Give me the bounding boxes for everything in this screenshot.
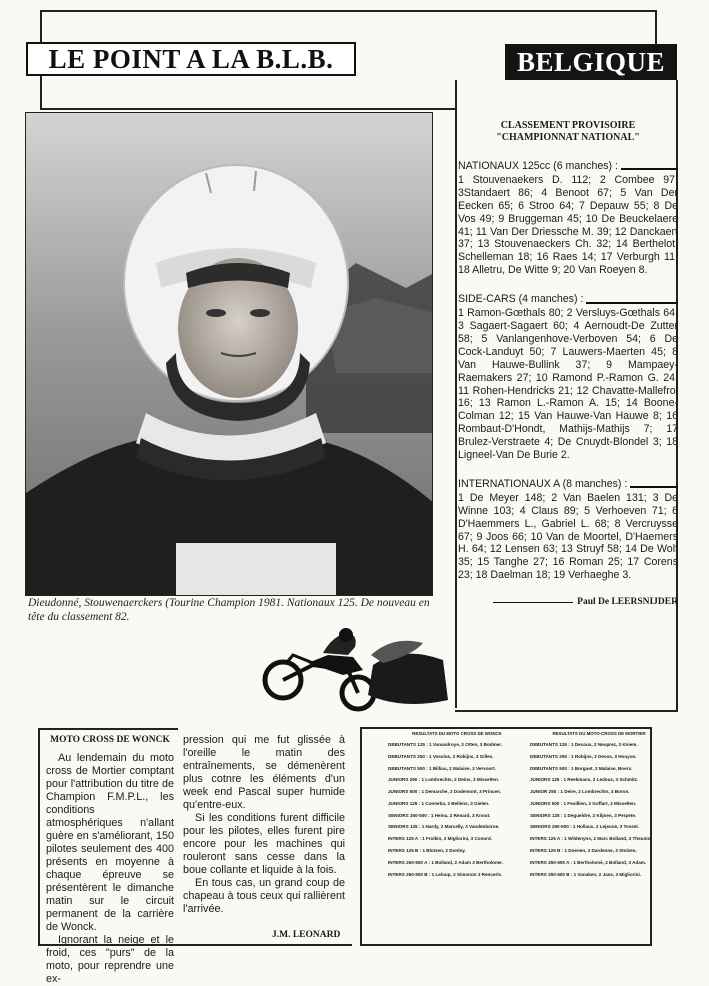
heading-rule <box>630 480 678 488</box>
country-banner: BELGIQUE <box>505 44 677 80</box>
section-body: 1 Ramon-Gœthals 80; 2 Versluys-Gœthals 64; 3 Sagaert-Sagaert 60; 4 Aernoudt-De Zutter 58; 5 Vanlangenhove-Verboven 54; 6 De Cock-Landuyt 50; 7 Lauwers-Maerten 45; 8 Van Hauwe-Bullink 37; 9 Mampaey-Raemakers 27; 10 Ramond P.-Ramon G. 24; 11 Rohen-Hendricks 21; 12 Chavatte-Mallefroi 16; 13 Ramon L.-Ramon A. 15; 14 Boone-Colman 12; 15 Van Hauwe-Van Hauwe 8; 16 Rombaut-D'Hondt, Mathijs-Mathijs 7; 17 Brulez-Verstraete 4; De Cnuydt-Blondel 3; 18 Ligneel-Van De Burie 2. <box>458 307 678 462</box>
standings-title <box>458 120 678 144</box>
section-heading-row <box>458 160 678 173</box>
section-body: 1 De Meyer 148; 2 Van Baelen 131; 3 De Winne 103; 4 Claus 89; 5 Verhoeven 71; 6 D'Haemmers L., Gabriel L. 68; 8 Vercruysse 67; 9 Joos 66; 10 Van de Moortel, D'Haemers H. 64; 12 Lensen 63; 13 Struyf 58; 14 De Wolf 35; 15 Tanghe 27; 16 Roman 25; 17 Corens 23; 18 Daelman 18; 19 Verhaeghe 3. <box>458 491 678 582</box>
bottom-right-rule <box>455 710 678 712</box>
article-signature: J.M. LEONARD <box>272 930 341 940</box>
results-item: DEBUTANTS 125 : 1 Vanandroye, 2 Otten, 3 Bodmer. <box>388 742 503 747</box>
rider-portrait-illustration <box>26 113 433 596</box>
right-border-top <box>655 10 657 44</box>
results-item: JUNIORS 250 : 1 Lombrechts, 2 Deins, 3 Misselten. <box>388 777 500 783</box>
standings-title-line2: "CHAMPIONNAT NATIONAL" <box>496 132 640 143</box>
results-item: JUNIORS 125 : 1 Connetia, 2 Bellens, 3 Gielen. <box>388 800 490 806</box>
article-paragraph: En tous cas, un grand coup de chapeau à tous ceux qui rallièrent l'arrivée. <box>183 877 345 915</box>
results-item: INTERS 250-500 A : 1 Bertholomé, 2 Bolland, 3 Adam. <box>530 859 647 865</box>
results-item: DEBUTANTS 250 : 1 Vosslus, 2 Robijns, 3 Gilles. <box>388 753 494 759</box>
results-item: SENIORS 250-500 : 1 Heina, 2 Renard, 3 Knout. <box>388 812 491 818</box>
results-item: DEBUTANTS 500 : 1 Borguet, 2 Malaise, Boers. <box>530 765 633 771</box>
results-item: DEBUTANTS 500 : 1 Billiau, 2 Malaise, 3 Vervoort. <box>388 765 496 771</box>
results-item: DEBUTANTS 250 : 1 Robijns, 2 Devos, 3 Houyon. <box>530 753 637 759</box>
results-item: SENIORS 125 : 1 Hardy, 2 Marcelly, 3 Vandenborne. <box>388 824 500 830</box>
section-heading: NATIONAUX 125cc (6 manches) : <box>458 160 618 172</box>
results-box <box>360 727 652 946</box>
results-item: INTERS 125 B : 1 Blotzen, 2 Donloy. <box>388 848 466 854</box>
results-item: INTERS 125 A : 1 Frolkin, 2 Migliorini, 3 Conord. <box>388 836 493 842</box>
results-item: SENIORS 125 : 1 Degueldre, 2 Klijnen, 3 Perpete. <box>530 812 637 818</box>
results-item: JUNIOR 250 : 1 Deire, 2 Lombrechts, 3 Boron. <box>530 789 630 795</box>
section-heading-row <box>458 293 678 306</box>
results-column-wonck <box>388 729 526 883</box>
author-line <box>458 596 678 609</box>
article-heading: MOTO CROSS DE WONCK <box>50 735 170 745</box>
section-heading: INTERNATIONAUX A (8 manches) : <box>458 477 628 490</box>
article-paragraph: Ignorant la neige et le froid, ces "purs" de la moto, pour reprendre une ex- <box>46 934 174 985</box>
heading-rule <box>621 162 678 170</box>
article-column-1 <box>46 752 174 985</box>
motocross-illustration <box>253 625 448 715</box>
results-column-mortier <box>530 729 668 883</box>
standings-section <box>458 478 678 582</box>
results-heading: RESULTATS DU MOTO-CROSS DE MORTIER <box>552 731 646 736</box>
results-item: JUNIORS 125 : 1 Reekmans, 2 Ledoux, 3 Schmitz. <box>530 777 639 783</box>
article-left-border <box>38 728 40 946</box>
section-heading-row <box>458 478 678 491</box>
standings-title-line1: CLASSEMENT PROVISOIRE <box>500 120 636 131</box>
standings-section <box>458 160 678 277</box>
page-headline: LE POINT A LA B.L.B. <box>26 42 356 76</box>
results-item: DEBUTANTS 125 : 1 Decoux, 2 Neuprez, 3 Kniem. <box>530 742 638 747</box>
photo-top-rule <box>40 108 455 110</box>
article-paragraph: Au lendemain du moto cross de Mortier comptant pour l'attribution du titre de Champion F.M.P.L., les conditions atmosphériques n'allant guère en s'améliorant, 150 pilotes seulement des 400 présents en moyenne à chaque épreuve se présentèrent le dimanche matin sur le circuit permanent de la carrière de Wonck. <box>46 752 174 933</box>
section-heading: SIDE-CARS (4 manches) : <box>458 293 584 306</box>
results-item: SENIORS 250-500 : 1 Hollaux, 2 Lejeune, 3 Tossel. <box>530 824 639 830</box>
article-paragraph: Si les conditions furent difficile pour les pilotes, elles furent pire encore pour les machines qui rouleront sans cesse dans la boue collante et liquide à la fois. <box>183 812 345 876</box>
author-name: Paul De LEERSNIJDER <box>577 597 678 608</box>
top-border <box>40 10 657 12</box>
article-top-border <box>38 728 178 730</box>
photo-caption: Dieudonné, Stouwenaerckers (Tourine Champion 1981. Nationaux 125. De nouveau en tête du classement 82. <box>28 597 430 623</box>
section-body: 1 Stouvenaekers D. 112; 2 Combee 97; 3Standaert 86; 4 Benoot 67; 5 Van Der Eecken 65; 6 Stroo 64; 7 Depauw 55; 8 De Vos 49; 9 Bruggeman 45; 10 De Beuckelaere 41; 11 Van Der Driessche M. 39; 12 Danckaert 37; 13 Stouvenaeckers Ch. 32; 14 Berthelot, Schelleman 18; 16 Raes 14; 17 Verburgh 11; 18 Alletru, De Witte 9; 20 Van Roeyen 8. <box>458 173 678 277</box>
results-item: INTERS 250-500 B : 1 Leloup, 2 Simonon 3 Rencerls. <box>388 871 503 877</box>
results-heading: RESULTATS DU MOTO CROSS DE WONCK <box>412 731 502 736</box>
rider-photo <box>25 112 433 596</box>
results-item: JUNIORS 500 : 1 Feuillien, 2 Goffart, 3 Misselten. <box>530 800 637 806</box>
motorcycle-rider-icon <box>253 625 448 715</box>
standings-column <box>458 108 678 609</box>
results-item: INTERS 125 B : 1 Doenen, 2 Dardenne, 3 Stolzen. <box>530 848 637 854</box>
results-item: INTERS 250-500 A : 1 Bolland, 2 Adam 3 Bertholome. <box>388 859 503 865</box>
standings-section <box>458 293 678 462</box>
results-item: INTERS 125 A : 1 Wildenyns, 2 Marc Bolland, 3 Theunis. <box>530 836 652 842</box>
author-rule <box>493 602 573 603</box>
column-divider <box>455 80 457 708</box>
results-item: INTERS 250-500 B : 1 Vanaken, 2 Jans, 3 Migliorini. <box>530 871 642 877</box>
results-item: JUNIORS 500 : 1 Demarche, 2 Dodemont, 3 Princen. <box>388 789 502 795</box>
article-paragraph: pression qui me fut glissée à l'oreille le matin des entraînements, se démenèrent plus cotnre les éléments d'un week end Pascal super humide qu'entre-eux. <box>183 734 345 811</box>
heading-rule <box>586 296 678 304</box>
article-column-2 <box>183 734 345 948</box>
